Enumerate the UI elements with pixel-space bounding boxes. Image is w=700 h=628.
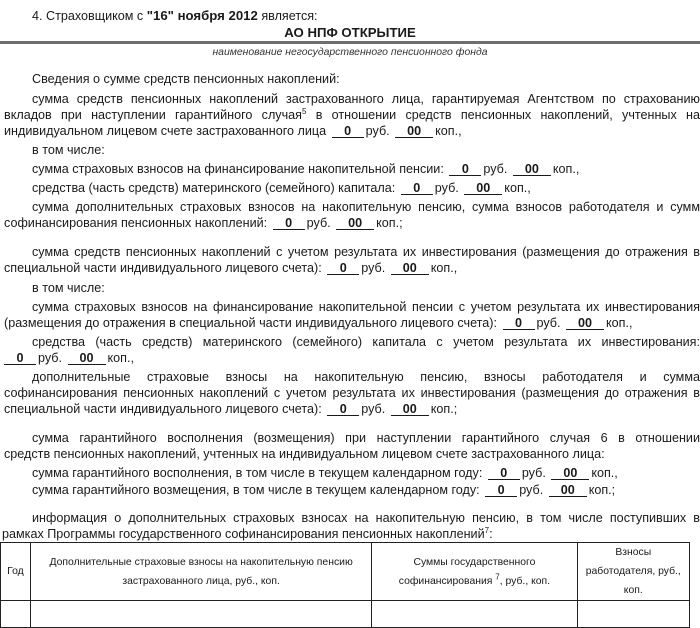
table-header-row: [1, 543, 690, 601]
text: сумма гарантийного восполнения, в том числе в текущем календарном году:: [32, 466, 483, 480]
rub-field[interactable]: 0: [449, 163, 481, 176]
fund-name-underline: [0, 41, 700, 44]
rub-field[interactable]: 0: [327, 403, 359, 416]
kop-label: коп.,: [606, 316, 633, 330]
section1-item1: [4, 162, 700, 177]
section1-para-line1: сумма средств пенсионных накоплений застрахованного лица, гарантируемая Агентством по страхованию: [32, 92, 700, 106]
footnote-5: 5: [301, 106, 307, 116]
text: средства (часть средств) материнского (семейного) капитала:: [32, 181, 396, 195]
section4-para-line1: информация о дополнительных страховых взносах на накопительную пенсию, в том числе поступивших в: [32, 511, 700, 525]
rub-field[interactable]: 0: [332, 125, 364, 138]
text: :: [489, 527, 493, 541]
rub-field[interactable]: 0: [327, 262, 359, 275]
rub-label: руб.: [483, 162, 508, 176]
kop-label: коп.,: [435, 124, 462, 138]
kop-label: коп.,: [552, 162, 580, 176]
rub-field[interactable]: 0: [485, 484, 517, 497]
rub-label: руб.: [434, 181, 459, 195]
section1-title: Сведения о сумме средств пенсионных накоплений:: [32, 72, 340, 86]
text: (размещения до отражения в специальной части индивидуального лицевого счета):: [4, 316, 497, 330]
section2-item2-line1: средства (часть средств) материнского (семейного) капитала с учетом результата их инвестирования:: [32, 335, 700, 349]
kop-label: коп.,: [591, 466, 618, 480]
kop-label: коп.,: [430, 261, 458, 275]
text: сумма страховых взносов на финансирование накопительной пенсии:: [32, 162, 444, 176]
text: Суммы государственного: [413, 556, 536, 568]
text: в отношении средств пенсионных накоплений, учтенных на: [306, 108, 700, 122]
rub-label: руб.: [38, 351, 63, 365]
kop-field[interactable]: 00: [513, 163, 551, 176]
cell-cofinancing[interactable]: [372, 601, 577, 628]
col-employer-contributions: Взносы работодателя, руб., коп.: [577, 543, 689, 601]
text: вкладов при наступлении гарантийного случая: [4, 108, 302, 122]
kop-label: коп.,: [504, 181, 531, 195]
section1-item3-line1: сумма дополнительных страховых взносов на накопительную пенсию, сумма взносов работодателя и сумм: [32, 200, 700, 214]
rub-label: руб.: [365, 124, 390, 138]
kop-field[interactable]: 00: [395, 125, 433, 138]
fund-name-caption: наименование негосударственного пенсионного фонда: [212, 47, 488, 58]
kop-label: коп.;: [430, 402, 458, 416]
section1-para-line2: [4, 108, 700, 123]
text: рамках Программы государственного софинансирования пенсионных накоплений: [2, 527, 485, 541]
including-label: в том числе:: [32, 143, 105, 157]
rub-label: руб.: [519, 483, 544, 497]
fund-name: АО НПФ ОТКРЫТИЕ: [284, 25, 416, 40]
kop-label: коп.;: [376, 216, 403, 230]
text: специальной части индивидуального лицевого счета):: [4, 261, 322, 275]
kop-field[interactable]: 00: [551, 467, 589, 480]
rub-field[interactable]: 0: [503, 317, 535, 330]
rub-label: руб.: [306, 216, 331, 230]
section2-para-line1: сумма средств пенсионных накоплений с учетом результата их инвестирования (размещения до отражения в: [32, 245, 700, 259]
cell-year[interactable]: [1, 601, 31, 628]
section2-item3-line3: [4, 402, 700, 417]
rub-label: руб.: [361, 402, 386, 416]
item-4-heading: [32, 8, 318, 23]
contributions-table: [0, 542, 690, 628]
text: софинансирования: [398, 575, 493, 587]
text: софинансирования пенсионных накоплений:: [4, 216, 268, 230]
footnote-7: 7: [495, 572, 500, 582]
section2-item3-line1: дополнительные страховые взносы на накопительную пенсию, взносы работодателя и сумма: [32, 370, 700, 384]
rub-label: руб.: [361, 261, 386, 275]
kop-field[interactable]: 00: [566, 317, 604, 330]
text: сумма гарантийного возмещения, в том числе в текущем календарном году:: [32, 483, 480, 497]
section3-para-line2: средств пенсионных накоплений, учтенных на индивидуальном лицевом счете застрахованного лица:: [4, 447, 605, 461]
rub-field[interactable]: 0: [4, 352, 36, 365]
kop-field[interactable]: 00: [68, 352, 106, 365]
kop-field[interactable]: 00: [391, 403, 429, 416]
kop-field[interactable]: 00: [464, 182, 502, 195]
text: индивидуальном лицевом счете застрахованного лица: [4, 124, 327, 138]
kop-label: коп.;: [588, 483, 616, 497]
text: , руб., коп.: [499, 575, 551, 587]
section2-item1-line2: [4, 316, 700, 331]
section4-para-line2: [2, 527, 698, 542]
rub-label: руб.: [536, 316, 561, 330]
kop-field[interactable]: 00: [391, 262, 429, 275]
section2-item1-line1: сумма страховых взносов на финансирование накопительной пенсии с учетом результата их инвестирования: [32, 300, 700, 314]
rub-field[interactable]: 0: [273, 217, 305, 230]
rub-label: руб.: [521, 466, 546, 480]
heading-prefix: 4. Страховщиком с: [32, 9, 144, 23]
including-label: в том числе:: [32, 281, 105, 295]
heading-suffix: является:: [261, 9, 318, 23]
cell-additional[interactable]: [30, 601, 371, 628]
section1-item3-line2: [4, 216, 700, 231]
rub-field[interactable]: 0: [488, 467, 520, 480]
col-state-cofinancing: [372, 543, 577, 601]
col-additional-contributions: Дополнительные страховые взносы на накопительную пенсию застрахованного лица, руб., коп.: [30, 543, 371, 601]
insurer-start-date: "16" ноября 2012: [146, 8, 258, 23]
section3-item1: [4, 466, 700, 481]
section3-para-line1: сумма гарантийного восполнения (возмещения) при наступлении гарантийного случая 6 в отношении: [32, 431, 700, 445]
section2-item3-line2: софинансирования пенсионных накоплений с учетом результата их инвестирования (размещения до отражения в: [4, 386, 700, 400]
table-row: [1, 601, 690, 628]
kop-field[interactable]: 00: [336, 217, 374, 230]
rub-field[interactable]: 0: [401, 182, 433, 195]
footnote-7: 7: [484, 525, 490, 535]
col-year: Год: [1, 543, 31, 601]
section2-item2-line2: [4, 351, 700, 366]
section3-item2: [4, 483, 700, 498]
section2-para-line2: [4, 261, 700, 276]
kop-field[interactable]: 00: [549, 484, 587, 497]
kop-label: коп.,: [107, 351, 134, 365]
section1-item2: [4, 181, 700, 196]
section1-para-line3: [4, 124, 700, 139]
text: специальной части индивидуального лицевого счета):: [4, 402, 322, 416]
cell-employer[interactable]: [577, 601, 689, 628]
